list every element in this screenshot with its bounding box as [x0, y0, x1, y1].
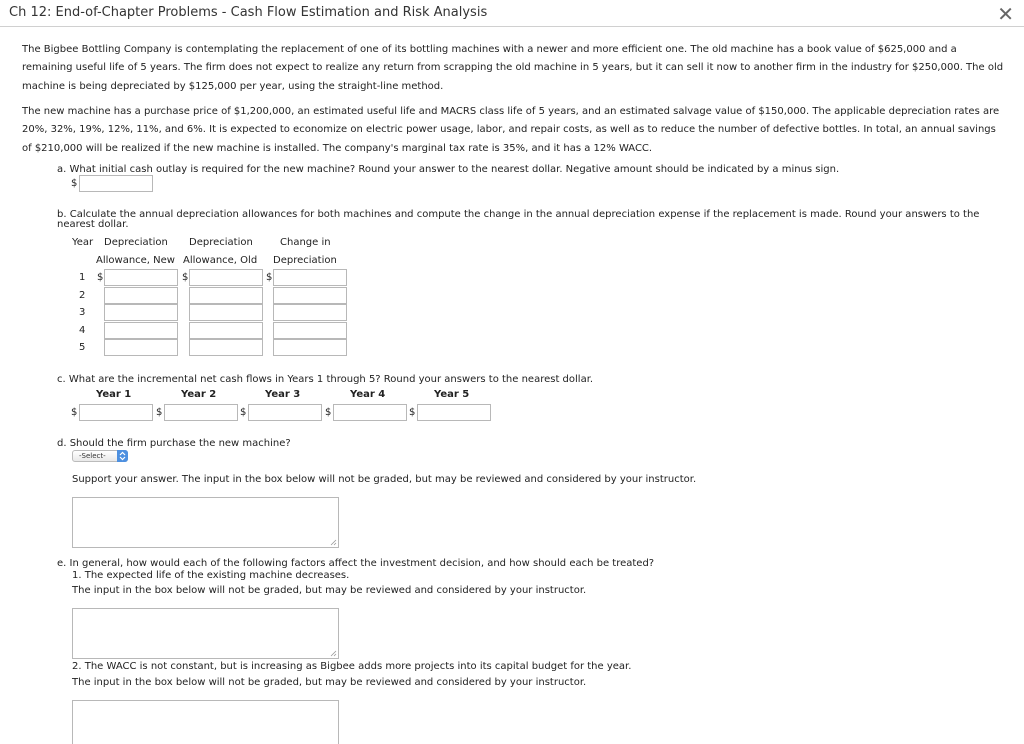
cash-flow-input-year-1[interactable]	[79, 404, 153, 421]
window-title: Ch 12: End-of-Chapter Problems - Cash Flow Estimation and Risk Analysis	[9, 5, 488, 20]
part-c-question: c. What are the incremental net cash flows in Years 1 through 5? Round your answers to the nearest dollar.	[57, 374, 594, 385]
cf-currency: $	[325, 407, 332, 418]
dep-old-input-year-5[interactable]	[189, 339, 263, 356]
currency-dep-old: $	[182, 272, 189, 283]
cf-currency: $	[71, 407, 78, 418]
support-answer-textarea[interactable]	[72, 497, 339, 548]
currency-dep-new: $	[97, 272, 104, 283]
year-label: 1	[79, 272, 86, 283]
select-value: -Select-	[79, 452, 106, 460]
cf-currency: $	[240, 407, 247, 418]
cash-flow-input-year-2[interactable]	[164, 404, 238, 421]
header-dep-new-1: Depreciation	[104, 237, 168, 248]
header-year-2: Year 2	[181, 389, 217, 400]
header-year-5: Year 5	[434, 389, 470, 400]
header-year-3: Year 3	[265, 389, 301, 400]
cash-flow-input-year-3[interactable]	[248, 404, 322, 421]
dep-new-input-year-5[interactable]	[104, 339, 178, 356]
dep-new-input-year-2[interactable]	[104, 287, 178, 304]
close-icon[interactable]: ✕	[997, 2, 1014, 26]
dep-old-input-year-1[interactable]	[189, 269, 263, 286]
header-dep-old-2: Allowance, Old	[183, 255, 258, 266]
part-e-item-2: 2. The WACC is not constant, but is increasing as Bigbee adds more projects into its capital budget for the year.	[72, 661, 632, 672]
dep-new-input-year-3[interactable]	[104, 304, 178, 321]
dep-old-input-year-2[interactable]	[189, 287, 263, 304]
part-b-question: b. Calculate the annual depreciation allowances for both machines and compute the change in the annual depreciation expense if the replacement is made. Round your answers to the nearest dollar.	[57, 209, 980, 230]
select-arrow-icon	[117, 450, 128, 462]
factor-2-textarea[interactable]	[72, 700, 339, 744]
part-a-currency: $	[71, 178, 78, 189]
purchase-decision-select[interactable]	[72, 450, 128, 462]
part-a-question: a. What initial cash outlay is required for the new machine? Round your answer to the nearest dollar. Negative amount should be indicated by a minus sign.	[57, 164, 840, 175]
cf-currency: $	[409, 407, 416, 418]
resize-grip-icon[interactable]	[330, 539, 337, 546]
dep-new-input-year-1[interactable]	[104, 269, 178, 286]
part-e-note-2: The input in the box below will not be graded, but may be reviewed and considered by your instructor.	[72, 677, 587, 688]
title-bar	[0, 0, 1024, 27]
year-label: 5	[79, 342, 86, 353]
problem-paragraph-1: The Bigbee Bottling Company is contemplating the replacement of one of its bottling machines with a newer and more efficient one. The old machine has a book value of $625,000 and a remaining useful life of 5 years. The firm does not expect to realize any return from scrapping the old machine in 5 years, but it can sell it now to another firm in the industry for $250,000. The old machine is being depreciated by $125,000 per year, using the straight-line method.	[22, 44, 1004, 92]
change-input-year-5[interactable]	[273, 339, 347, 356]
header-change-1: Change in	[280, 237, 331, 248]
change-input-year-2[interactable]	[273, 287, 347, 304]
part-e-note-1: The input in the box below will not be graded, but may be reviewed and considered by your instructor.	[72, 585, 587, 596]
change-input-year-3[interactable]	[273, 304, 347, 321]
year-label: 3	[79, 307, 86, 318]
dep-new-input-year-4[interactable]	[104, 322, 178, 339]
initial-outlay-input[interactable]	[79, 175, 153, 192]
resize-grip-icon[interactable]	[330, 650, 337, 657]
cash-flow-input-year-5[interactable]	[417, 404, 491, 421]
change-input-year-1[interactable]	[273, 269, 347, 286]
cash-flow-input-year-4[interactable]	[333, 404, 407, 421]
year-label: 2	[79, 290, 86, 301]
part-e-question: e. In general, how would each of the following factors affect the investment decision, and how should each be treated?	[57, 558, 655, 569]
change-input-year-4[interactable]	[273, 322, 347, 339]
header-year-1: Year 1	[96, 389, 132, 400]
header-change-2: Depreciation	[273, 255, 337, 266]
header-dep-new-2: Allowance, New	[96, 255, 175, 266]
part-e-item-1: 1. The expected life of the existing machine decreases.	[72, 570, 350, 581]
dep-old-input-year-4[interactable]	[189, 322, 263, 339]
header-dep-old-1: Depreciation	[189, 237, 253, 248]
currency-change: $	[266, 272, 273, 283]
part-d-question: d. Should the firm purchase the new machine?	[57, 438, 291, 449]
year-label: 4	[79, 325, 86, 336]
part-d-support-note: Support your answer. The input in the box below will not be graded, but may be reviewed and considered by your instructor.	[72, 474, 697, 485]
cf-currency: $	[156, 407, 163, 418]
problem-paragraph-2: The new machine has a purchase price of $1,200,000, an estimated useful life and MACRS class life of 5 years, and an estimated salvage value of $150,000. The applicable depreciation rates are 20%, 32%, 19%, 12%, 11%, and 6%. It is expected to economize on electric power usage, labor, and repair costs, as well as to reduce the number of defective bottles. In total, an annual savings of $210,000 will be realized if the new machine is installed. The company's marginal tax rate is 35%, and it has a 12% WACC.	[22, 106, 1000, 154]
dep-old-input-year-3[interactable]	[189, 304, 263, 321]
header-year: Year	[72, 237, 94, 248]
header-year-4: Year 4	[350, 389, 386, 400]
factor-1-textarea[interactable]	[72, 608, 339, 659]
